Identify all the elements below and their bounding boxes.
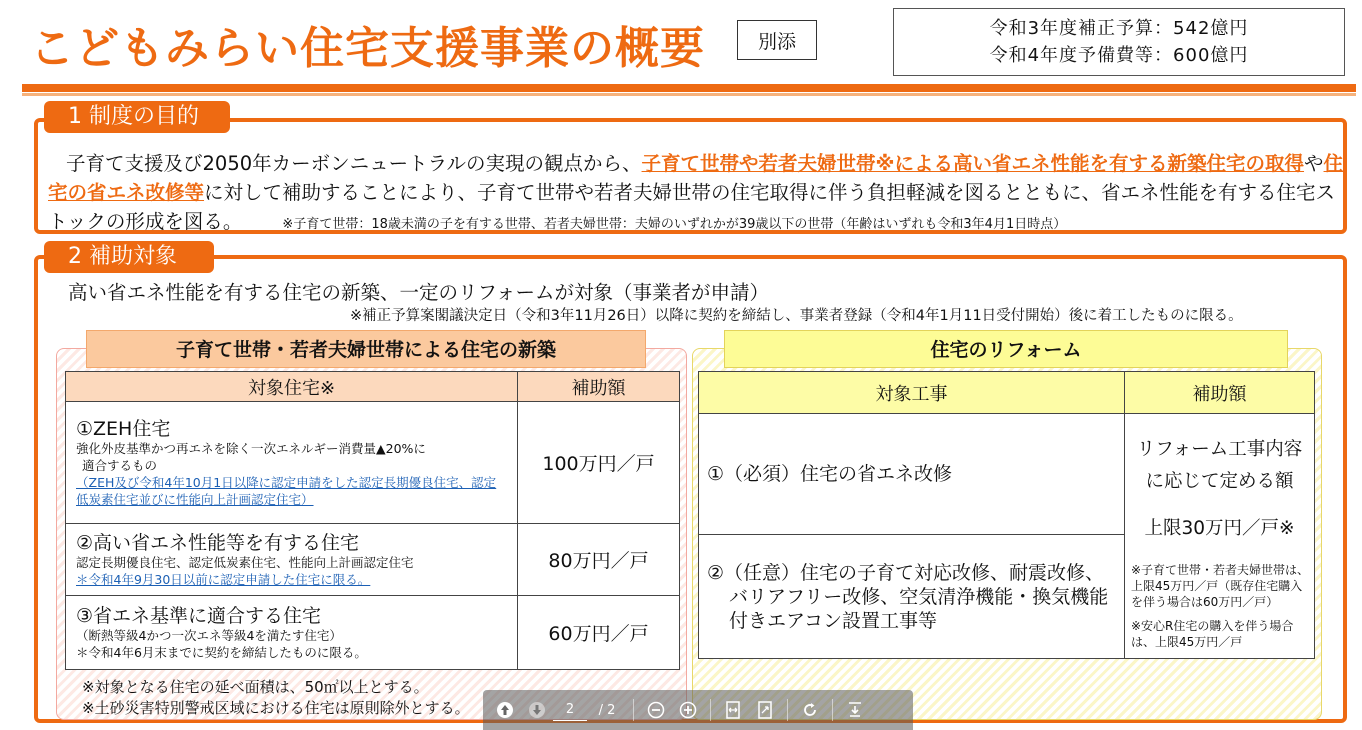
toolbar-divider xyxy=(710,699,711,721)
fit-page-icon[interactable] xyxy=(749,694,781,726)
purpose-highlight-newbuild: 子育て世帯や若者夫婦世帯※による高い省エネ性能を有する新築住宅の取得 xyxy=(641,152,1305,175)
aid-text xyxy=(1125,414,1314,498)
note-floor-area: ※対象となる住宅の延べ面積は、50㎡以上とする。 xyxy=(82,678,429,696)
row-sub: 適合するもの xyxy=(82,457,158,473)
aid-note-2: ※安心R住宅の購入を伴う場合は、上限45万円／戸 xyxy=(1131,619,1294,649)
budget-box xyxy=(893,8,1345,76)
table-cell-amount: 60万円／戸 xyxy=(518,596,680,670)
aid-notes xyxy=(1125,540,1314,650)
purpose-text-c: に対して補助することにより、子育て世帯や若者夫婦世帯の住宅取得に伴う負担軽減を図るとともに、省エネ性能を有する住宅ストックの形成を図る。 xyxy=(48,181,1336,233)
purpose-section-tab: 1 制度の目的 xyxy=(44,101,230,133)
row-sub: ＊令和4年6月末までに契約を締結したものに限る。 xyxy=(76,644,367,660)
fit-width-icon[interactable] xyxy=(717,694,749,726)
subsidy-target-note: ※補正予算案閣議決定日（令和3年11月26日）以降に契約を締結し、事業者登録（令和4年1月11日受付開始）後に着工したものに限る。 xyxy=(350,308,1243,324)
table-cell-amount: 100万円／戸 xyxy=(518,402,680,524)
table-cell-amount xyxy=(1125,414,1315,659)
row-title: ①ZEH住宅 xyxy=(76,417,171,440)
row-link-note[interactable]: （ZEH及び令和4年10月1日以降に認定申請をした認定長期優良住宅、認定低炭素住宅並びに性能向上計画認定住宅） xyxy=(76,474,497,507)
arrow-up-icon[interactable] xyxy=(489,694,521,726)
aid-line-2: に応じて定める額 xyxy=(1145,471,1294,492)
row-title: ②高い省エネ性能等を有する住宅 xyxy=(76,531,360,554)
toolbar-divider xyxy=(633,699,634,721)
aid-line-1: リフォーム工事内容 xyxy=(1136,439,1303,460)
table-row xyxy=(66,402,680,524)
work2-line-2: バリアフリー改修、空気清浄機能・換気機能 xyxy=(729,585,1109,608)
work2-line-1: ②（任意）住宅の子育て対応改修、耐震改修、 xyxy=(707,561,1105,584)
budget-line-2: 令和4年度予備費等：600億円 xyxy=(989,45,1249,66)
row-sub: 認定長期優良住宅、認定低炭素住宅、性能向上計画認定住宅 xyxy=(76,554,414,570)
col-target-work: 対象工事 xyxy=(699,372,1125,414)
new-build-heading: 子育て世帯・若者夫婦世帯による住宅の新築 xyxy=(86,330,646,368)
row-sub: 強化外皮基準かつ再エネを除く一次エネルギー消費量▲20%に xyxy=(76,440,426,456)
reform-table xyxy=(698,371,1315,659)
table-cell-target xyxy=(66,596,518,670)
download-icon[interactable] xyxy=(839,694,871,726)
page-number-input[interactable] xyxy=(553,699,587,721)
header-divider xyxy=(22,84,1356,92)
table-header-row xyxy=(66,372,680,402)
reform-heading: 住宅のリフォーム xyxy=(724,330,1288,368)
purpose-text-a: 子育て支援及び2050年カーボンニュートラルの実現の観点から、 xyxy=(66,152,642,175)
table-cell-target xyxy=(66,524,518,596)
subsidy-target-lead: 高い省エネ性能を有する住宅の新築、一定のリフォームが対象（事業者が申請） xyxy=(68,281,770,304)
aid-limit: 上限30万円／戸※ xyxy=(1144,518,1295,539)
row-link-note[interactable]: ＊令和4年9月30日以前に認定申請した住宅に限る。 xyxy=(76,571,371,587)
subsidy-target-tab: 2 補助対象 xyxy=(44,241,214,273)
page-title: こどもみらい住宅支援事業の概要 xyxy=(30,23,705,74)
rotate-icon[interactable] xyxy=(794,694,826,726)
new-build-table xyxy=(65,371,680,670)
purpose-footnote: ※子育て世帯：18歳未満の子を有する世帯、若者夫婦世帯：夫婦のいずれかが39歳以下の世帯（年齢はいずれも令和3年4月1日時点） xyxy=(282,217,1067,232)
table-cell-target xyxy=(66,402,518,524)
toolbar-divider xyxy=(787,699,788,721)
table-row xyxy=(66,524,680,596)
page-total: / 2 xyxy=(598,702,616,718)
work2-line-3: 付きエアコン設置工事等 xyxy=(729,609,938,632)
note-disaster-zone: ※土砂災害特別警戒区域における住宅は原則除外とする。 xyxy=(82,699,470,717)
zoom-in-icon[interactable] xyxy=(672,694,704,726)
col-subsidy-amount: 補助額 xyxy=(518,372,680,402)
row-title: ③省エネ基準に適合する住宅 xyxy=(76,604,322,627)
arrow-down-icon[interactable] xyxy=(521,694,553,726)
table-cell-amount: 80万円／戸 xyxy=(518,524,680,596)
purpose-highlight-reform: 住宅の省エネ改修等 xyxy=(48,152,1344,204)
table-row xyxy=(66,596,680,670)
table-header-row xyxy=(699,372,1315,414)
table-cell-work: ①（必須）住宅の省エネ改修 xyxy=(699,414,1125,535)
col-subsidy-amount: 補助額 xyxy=(1125,372,1315,414)
aid-note-1: ※子育て世帯・若者夫婦世帯は、上限45万円／戸（既存住宅購入を伴う場合は60万円／戸） xyxy=(1131,563,1310,609)
row-sub: （断熱等級4かつ一次エネ等級4を満たす住宅） xyxy=(76,627,342,643)
pdf-viewer-toolbar xyxy=(483,690,913,730)
toolbar-divider xyxy=(832,699,833,721)
table-row xyxy=(699,414,1315,535)
col-target-housing: 対象住宅※ xyxy=(66,372,518,402)
header-divider-light xyxy=(22,93,1356,96)
attachment-label: 別添 xyxy=(737,20,817,60)
zoom-out-icon[interactable] xyxy=(640,694,672,726)
purpose-text xyxy=(48,149,1344,239)
table-cell-work xyxy=(699,535,1125,659)
purpose-text-b: や xyxy=(1304,152,1324,175)
new-build-notes xyxy=(82,677,470,719)
budget-line-1: 令和3年度補正予算：542億円 xyxy=(989,18,1249,39)
